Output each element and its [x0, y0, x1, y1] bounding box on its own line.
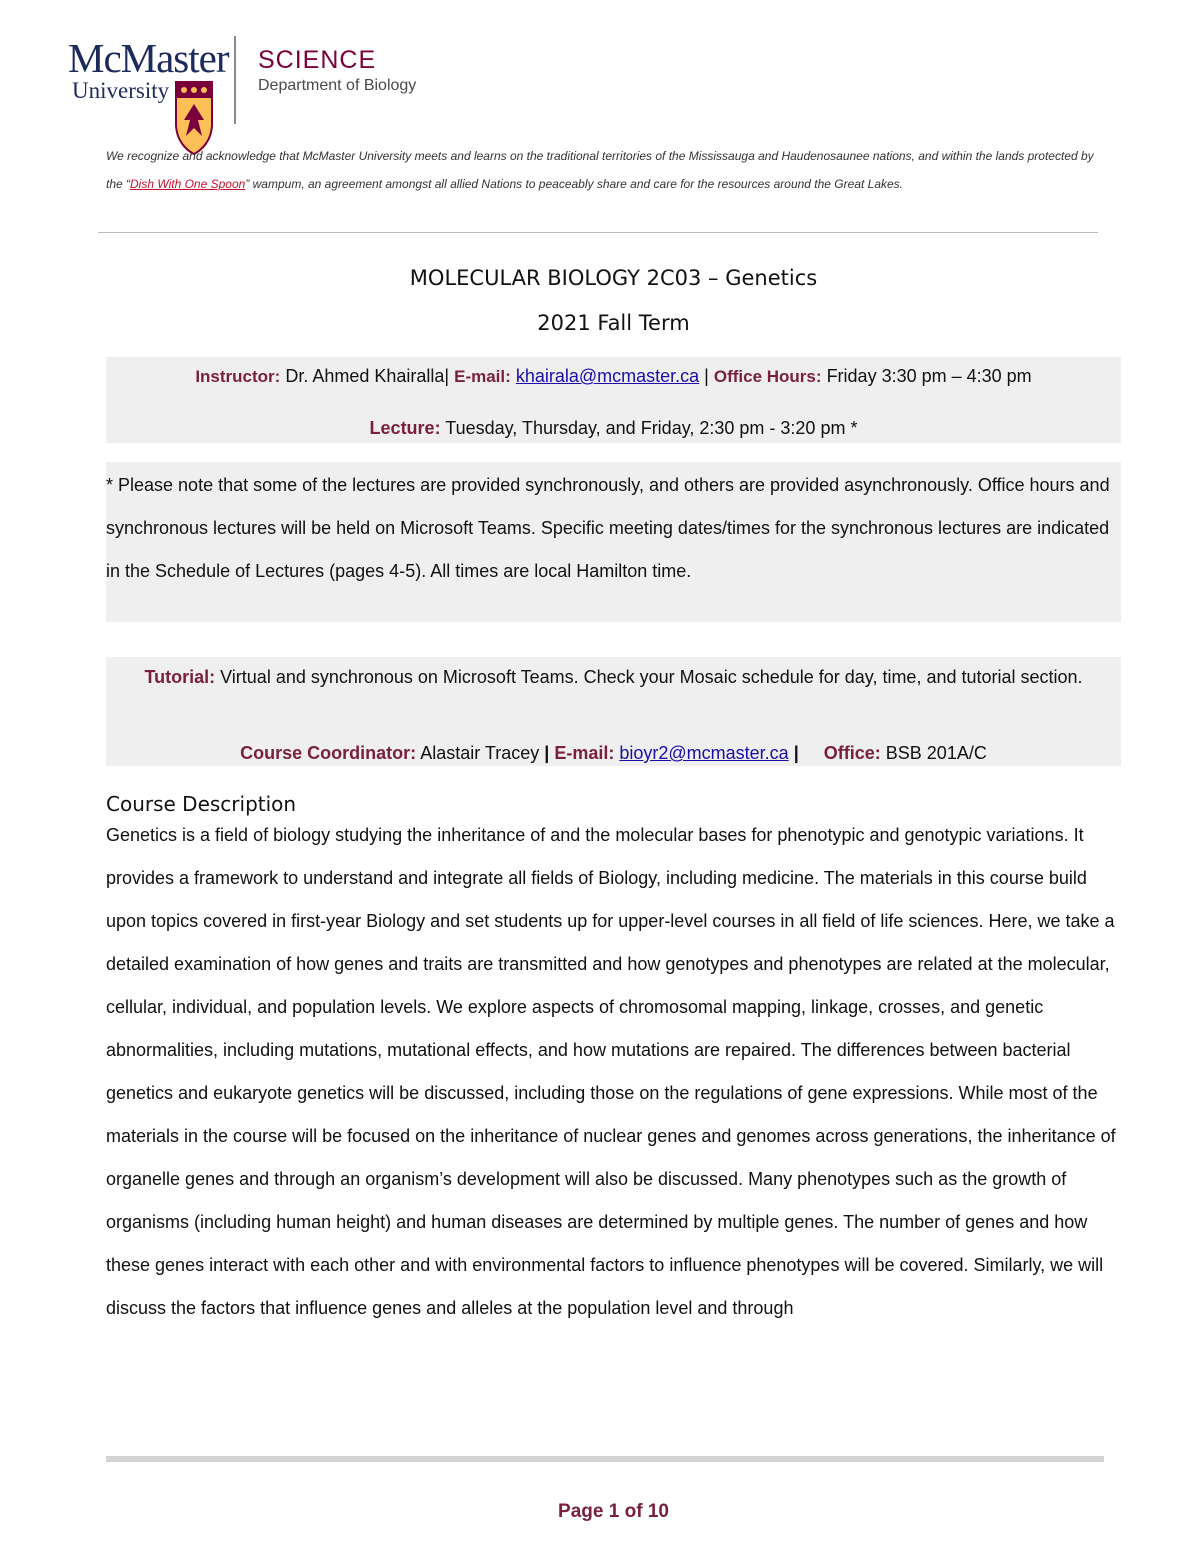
lecture-value: Tuesday, Thursday, and Friday, 2:30 pm - 3:20 pm *: [445, 418, 858, 438]
instructor-name: Dr. Ahmed Khairalla: [285, 366, 445, 386]
separator: |: [704, 366, 714, 386]
coordinator-email-link[interactable]: bioyr2@mcmaster.ca: [619, 743, 789, 763]
instructor-label: Instructor:: [195, 367, 281, 386]
logo-wordmark-university: University: [72, 78, 170, 103]
coordinator-label: Course Coordinator:: [240, 743, 417, 763]
page-total: 10: [647, 1501, 669, 1522]
lecture-line: [106, 416, 1121, 440]
logo-divider: [234, 36, 236, 124]
coordinator-office-label: Office:: [823, 743, 881, 763]
instructor-email-link[interactable]: khairala@mcmaster.ca: [515, 366, 700, 386]
mcmaster-science-logo: [68, 36, 428, 128]
coordinator-email-label: E-mail:: [554, 743, 615, 763]
separator: |: [544, 743, 550, 763]
logo-wordmark-mcmaster: McMaster: [68, 35, 229, 81]
separator: |: [444, 366, 455, 386]
land-ack-text-end: ” wampum, an agreement amongst all allied Nations to peaceably share and care for the resources around the Great Lakes.: [245, 177, 904, 191]
course-coordinator-line: [106, 741, 1121, 765]
office-hours-label: Office Hours:: [713, 367, 822, 386]
course-description-text: Genetics is a field of biology studying the inheritance of and the molecular bases for phenotypic and genotypic variations. It provides a framework to understand and integrate all fields of Biology, including medicine. The materials in this course build upon topics covered in first-year Biology and set students up for upper-level courses in all field of life sciences. Here, we take a detailed examination of how genes and traits are transmitted and how genotypes and phenotypes are related at the molecular, cellular, individual, and population levels. We explore aspects of chromosomal mapping, linkage, crosses, and genetic abnormalities, including mutations, mutational effects, and how mutations are repaired. The differences between bacterial genetics and eukaryote genetics will be discussed, including those on the regulations of gene expressions. While most of the materials in the course will be focused on the inheritance of nuclear genes and genomes across generations, the inheritance of organelle genes and through an organism’s development will also be discussed. Many phenotypes such as the growth of organisms (including human height) and human diseases are determined by multiple genes. The number of genes and how these genes interact with each other and with environmental factors to influence phenotypes will be covered. Similarly, we will discuss the factors that influence genes and alleles at the population level and through: [106, 825, 1116, 1318]
footer-divider: [106, 1456, 1104, 1462]
tutorial-label: Tutorial:: [144, 667, 216, 687]
page-word: Page: [558, 1501, 604, 1522]
tutorial-line: [106, 662, 1121, 692]
coordinator-office-value: BSB 201A/C: [885, 743, 987, 763]
separator: |: [793, 743, 799, 763]
page-current: 1: [608, 1501, 620, 1522]
page-number: [0, 1500, 1200, 1524]
lecture-delivery-note: * Please note that some of the lectures are provided synchronously, and others are provided asynchronously. Office hours and synchronous lectures will be held on Microsoft Teams. Specific meeting dates/times for the synchronous lectures are indicated in the Schedule of Lectures (pages 4-5). All times are local Hamilton time.: [106, 475, 1110, 581]
header-divider: [98, 232, 1098, 233]
tutorial-value: Virtual and synchronous on Microsoft Teams. Check your Mosaic schedule for day, time, and tutorial section.: [220, 667, 1083, 687]
course-description-heading: Course Description: [106, 792, 297, 816]
instructor-email-label: E-mail:: [454, 367, 511, 386]
lecture-label: Lecture:: [369, 418, 441, 438]
logo-science-label: SCIENCE: [258, 46, 377, 74]
instructor-line: [106, 364, 1121, 389]
of-word: of: [624, 1501, 643, 1522]
course-term: 2021 Fall Term: [537, 311, 690, 335]
dish-with-one-spoon-link[interactable]: Dish With One Spoon: [130, 177, 246, 191]
land-acknowledgement: [106, 142, 1106, 198]
course-title: MOLECULAR BIOLOGY 2C03 – Genetics: [409, 266, 818, 290]
coordinator-name: Alastair Tracey: [420, 743, 540, 763]
office-hours-value: Friday 3:30 pm – 4:30 pm: [826, 366, 1032, 386]
land-ack-text-start: We recognize and acknowledge that McMaster University meets and learns on the traditional territories of the Mississauga and Haudenosaunee nations, and within the lands protected by the “: [106, 149, 1094, 191]
logo-department-label: Department of Biology: [258, 77, 417, 94]
